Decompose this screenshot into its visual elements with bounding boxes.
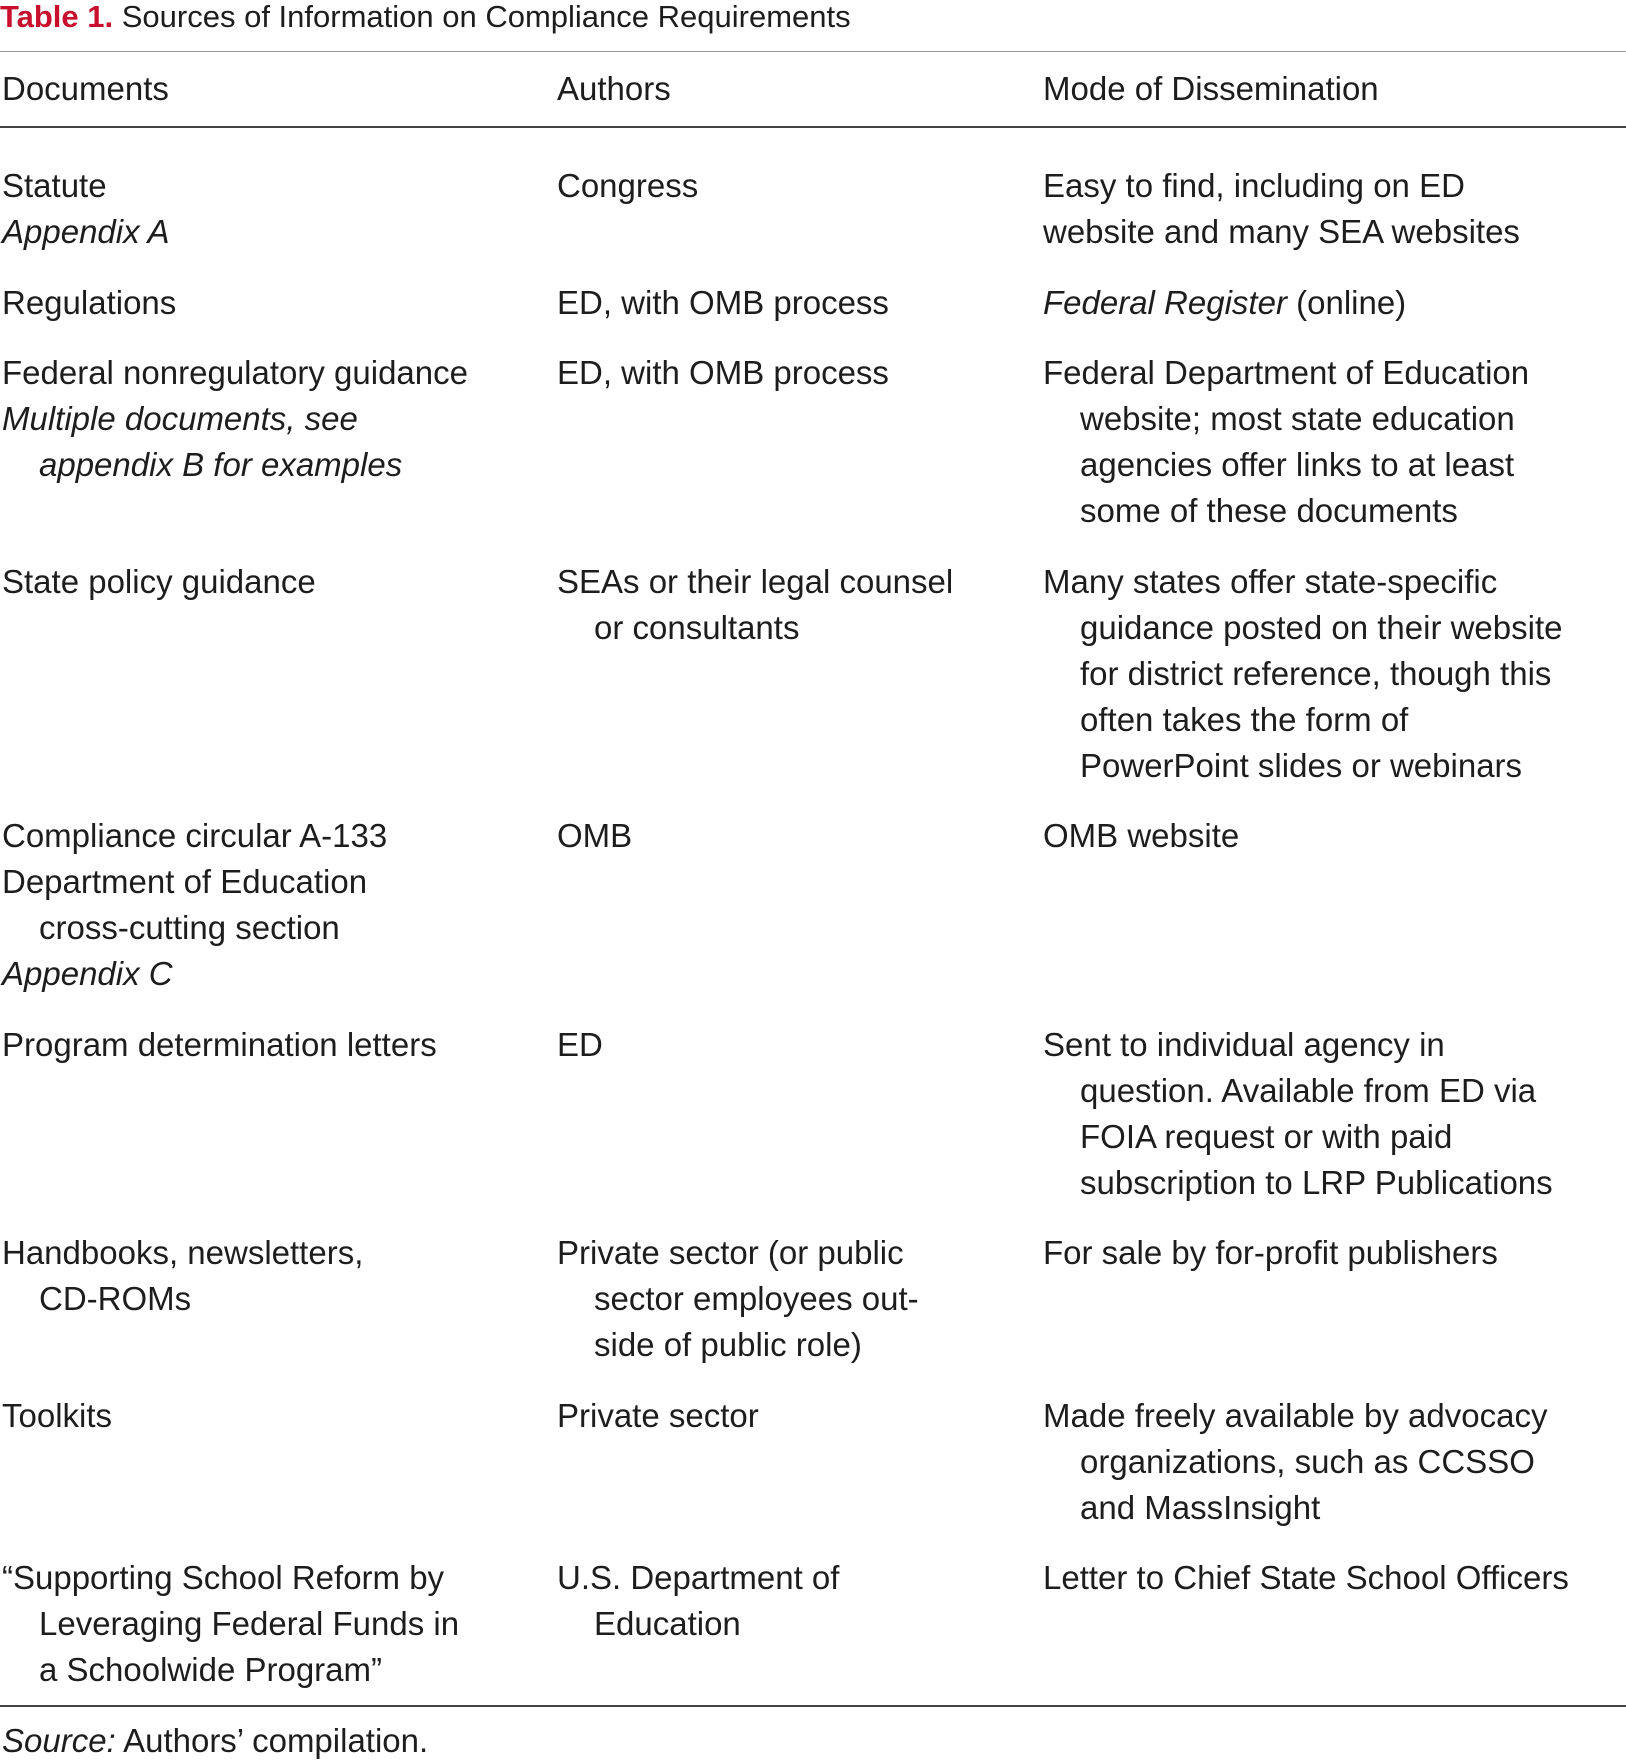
cell-mode: [1043, 350, 1623, 534]
federal-register-title: Federal Register: [1043, 284, 1287, 321]
cell-line: a Schoolwide Program”: [39, 1651, 382, 1688]
cell-mode: [1043, 1022, 1623, 1206]
cell-authors: [557, 1555, 1027, 1647]
cell-line: Appendix A: [2, 213, 170, 250]
cell-line: website and many SEA websites: [1043, 213, 1520, 250]
cell-line: Handbooks, newsletters,: [2, 1234, 364, 1271]
cell-mode: [1043, 1393, 1623, 1531]
cell-line: Toolkits: [2, 1397, 113, 1434]
cell-documents: [2, 1555, 542, 1693]
header-authors: Authors: [557, 70, 671, 107]
cell-line: subscription to LRP Publications: [1080, 1164, 1553, 1201]
cell-line: guidance posted on their website: [1080, 609, 1563, 646]
cell-line: Private sector: [557, 1397, 759, 1434]
cell-documents: [2, 350, 542, 488]
cell-line: OMB website: [1043, 817, 1240, 854]
cell-documents: [2, 559, 542, 605]
source-text: Authors’ compilation.: [115, 1722, 429, 1759]
cell-authors: [557, 280, 1027, 326]
cell-authors: [557, 1393, 1027, 1439]
cell-line: Leveraging Federal Funds in: [39, 1605, 460, 1642]
cell-mode: [1043, 813, 1623, 859]
cell-line: FOIA request or with paid: [1080, 1118, 1453, 1155]
cell-authors: [557, 163, 1027, 209]
bottom-rule: [0, 1705, 1626, 1707]
cell-line: Federal nonregulatory guidance: [2, 354, 468, 391]
cell-line: PowerPoint slides or webinars: [1080, 747, 1523, 784]
cell-authors: [557, 813, 1027, 859]
cell-line: Sent to individual agency in: [1043, 1026, 1445, 1063]
cell-line: Regulations: [2, 284, 177, 321]
table-number: Table 1.: [0, 0, 114, 34]
cell-line: Made freely available by advocacy: [1043, 1397, 1548, 1434]
cell-documents: [2, 1022, 542, 1068]
header-documents: Documents: [2, 70, 169, 107]
header-mode: Mode of Dissemination: [1043, 70, 1379, 107]
cell-line: U.S. Department of: [557, 1559, 840, 1596]
cell-documents: [2, 280, 542, 326]
cell-line: Private sector (or public: [557, 1234, 904, 1271]
cell-line: ED, with OMB process: [557, 354, 889, 391]
cell-line: some of these documents: [1080, 492, 1458, 529]
cell-line: appendix B for examples: [39, 446, 403, 483]
cell-authors: [557, 1022, 1027, 1068]
cell-line: organizations, such as CCSSO: [1080, 1443, 1535, 1480]
cell-mode: [1043, 559, 1623, 789]
cell-line: Letter to Chief State School Officers: [1043, 1559, 1569, 1596]
cell-line: side of public role): [594, 1326, 862, 1363]
cell-authors: [557, 350, 1027, 396]
header-rule: [0, 126, 1626, 128]
cell-line: Compliance circular A-133: [2, 817, 388, 854]
cell-mode: [1043, 280, 1623, 326]
cell-line: OMB: [557, 817, 633, 854]
cell-line: Department of Education: [2, 863, 368, 900]
cell-line: Education: [594, 1605, 741, 1642]
cell-line: Statute: [2, 167, 107, 204]
source-note: [2, 1721, 428, 1761]
cell-documents: [2, 1393, 542, 1439]
cell-line: for district reference, though this: [1080, 655, 1552, 692]
cell-line: question. Available from ED via: [1080, 1072, 1537, 1109]
cell-documents: [2, 163, 542, 255]
cell-documents: [2, 1230, 542, 1322]
cell-mode: [1043, 163, 1623, 255]
cell-line: cross-cutting section: [39, 909, 340, 946]
cell-mode: [1043, 1555, 1623, 1601]
cell-authors: [557, 559, 1027, 651]
cell-line: Multiple documents, see: [2, 400, 358, 437]
cell-line: Federal Department of Education: [1043, 354, 1530, 391]
cell-line: or consultants: [594, 609, 800, 646]
cell-line: “Supporting School Reform by: [2, 1559, 445, 1596]
cell-line: website; most state education: [1080, 400, 1515, 437]
cell-line: and MassInsight: [1080, 1489, 1321, 1526]
cell-line: SEAs or their legal counsel: [557, 563, 954, 600]
cell-line: Program determination letters: [2, 1026, 437, 1063]
cell-line: Congress: [557, 167, 699, 204]
cell-line: Easy to find, including on ED: [1043, 167, 1465, 204]
cell-line: State policy guidance: [2, 563, 316, 600]
cell-authors: [557, 1230, 1027, 1368]
cell-line: ED: [557, 1026, 603, 1063]
top-rule: [0, 51, 1626, 52]
source-label: Source:: [2, 1722, 116, 1759]
cell-line: agencies offer links to at least: [1080, 446, 1515, 483]
cell-line: Many states offer state-specific: [1043, 563, 1498, 600]
cell-documents: [2, 813, 542, 997]
cell-line: often takes the form of: [1080, 701, 1409, 738]
cell-line: Appendix C: [2, 955, 173, 992]
table-caption: [0, 0, 1626, 34]
cell-line: [1043, 280, 1623, 326]
table-title: Sources of Information on Compliance Requirements: [113, 0, 851, 34]
cell-line: For sale by for-profit publishers: [1043, 1234, 1498, 1271]
cell-text: (online): [1286, 284, 1407, 321]
cell-line: CD-ROMs: [39, 1280, 192, 1317]
cell-mode: [1043, 1230, 1623, 1276]
cell-line: sector employees out-: [594, 1280, 919, 1317]
cell-line: ED, with OMB process: [557, 284, 889, 321]
